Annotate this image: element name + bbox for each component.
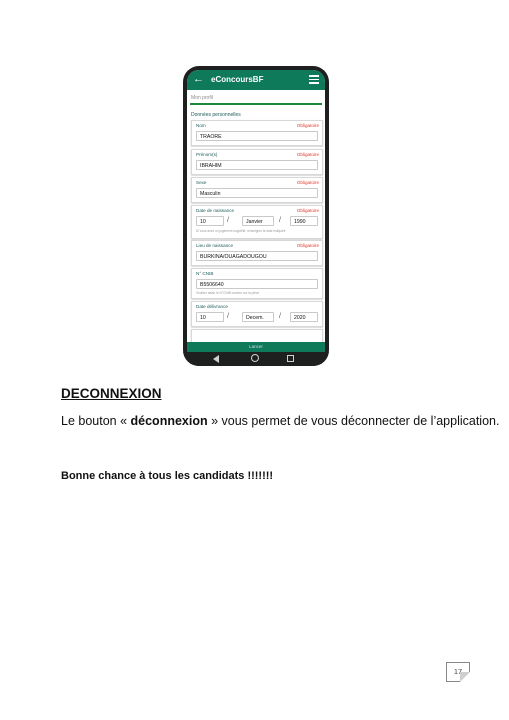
required-tag: Obligatoire	[296, 243, 319, 248]
input-prenom[interactable]: IBRAHIM	[196, 160, 318, 170]
slash-separator: /	[279, 313, 281, 320]
card-date-naissance	[191, 205, 323, 239]
label-lieu-naissance: Lieu de naissance	[196, 243, 234, 248]
label-cnib: N° CNIB	[196, 271, 214, 276]
page-number: 17	[446, 662, 470, 682]
hamburger-menu-icon[interactable]	[309, 75, 319, 84]
para-bold: déconnexion	[130, 414, 208, 428]
hint-date-naissance: Si vous avez un jugement supplétif, renseigner la date indiquée	[196, 229, 286, 233]
phone-screen	[187, 70, 325, 352]
slash-separator: /	[279, 217, 281, 224]
input-birth-day[interactable]: 10	[196, 216, 224, 226]
select-birth-month[interactable]: Janvier	[242, 216, 274, 226]
required-tag: Obligatoire	[296, 152, 319, 157]
android-nav-bar	[183, 352, 329, 366]
app-bar	[187, 70, 325, 90]
label-sexe: Sexe	[196, 180, 207, 185]
required-tag: Obligatoire	[296, 208, 319, 213]
good-luck-text: Bonne chance à tous les candidats !!!!!!!	[61, 470, 274, 482]
para-prefix: Le bouton «	[61, 414, 131, 428]
app-title: eConcoursBF	[211, 75, 264, 84]
required-tag: Obligatoire	[296, 180, 319, 185]
select-deliv-month[interactable]: Decem.	[242, 312, 274, 322]
slash-separator: /	[227, 217, 229, 224]
label-prenom: Prénom(s)	[196, 152, 218, 157]
label-date-naissance: Date de naissance	[196, 208, 235, 213]
description-paragraph	[61, 414, 499, 428]
select-sexe[interactable]: Masculin	[196, 188, 318, 198]
label-nom: Nom	[196, 123, 206, 128]
card-lieu-naissance	[191, 240, 323, 266]
section-title: Données personnelles	[191, 112, 241, 118]
page-subheader: Mon profil	[191, 95, 213, 101]
label-date-delivrance: Date délivrance	[196, 304, 228, 309]
input-lieu-naissance[interactable]: BURKINA/OUAGADOUGOU	[196, 251, 318, 261]
card-date-delivrance	[191, 301, 323, 327]
card-sexe	[191, 177, 323, 203]
input-nom[interactable]: TRAORE	[196, 131, 318, 141]
phone-mockup	[183, 66, 329, 366]
nav-recent-icon[interactable]	[287, 355, 294, 362]
back-arrow-icon[interactable]: ←	[193, 73, 204, 85]
nav-back-icon[interactable]	[213, 355, 219, 363]
hint-cnib: Veuillez saisir le N°CNIB comme sur la pièce	[196, 291, 260, 295]
input-birth-year[interactable]: 1990	[290, 216, 318, 226]
slash-separator: /	[227, 313, 229, 320]
bottom-action-button[interactable]: Lancer	[187, 342, 325, 352]
divider	[190, 103, 322, 105]
input-cnib[interactable]: B5506640	[196, 279, 318, 289]
card-prenom	[191, 149, 323, 175]
required-tag: Obligatoire	[296, 123, 319, 128]
input-deliv-year[interactable]: 2020	[290, 312, 318, 322]
nav-home-icon[interactable]	[251, 354, 259, 362]
para-suffix: » vous permet de vous déconnecter de l’application.	[207, 414, 500, 428]
input-deliv-day[interactable]: 10	[196, 312, 224, 322]
section-heading: DECONNEXION	[61, 386, 162, 401]
card-cnib	[191, 268, 323, 299]
card-nom	[191, 120, 323, 146]
